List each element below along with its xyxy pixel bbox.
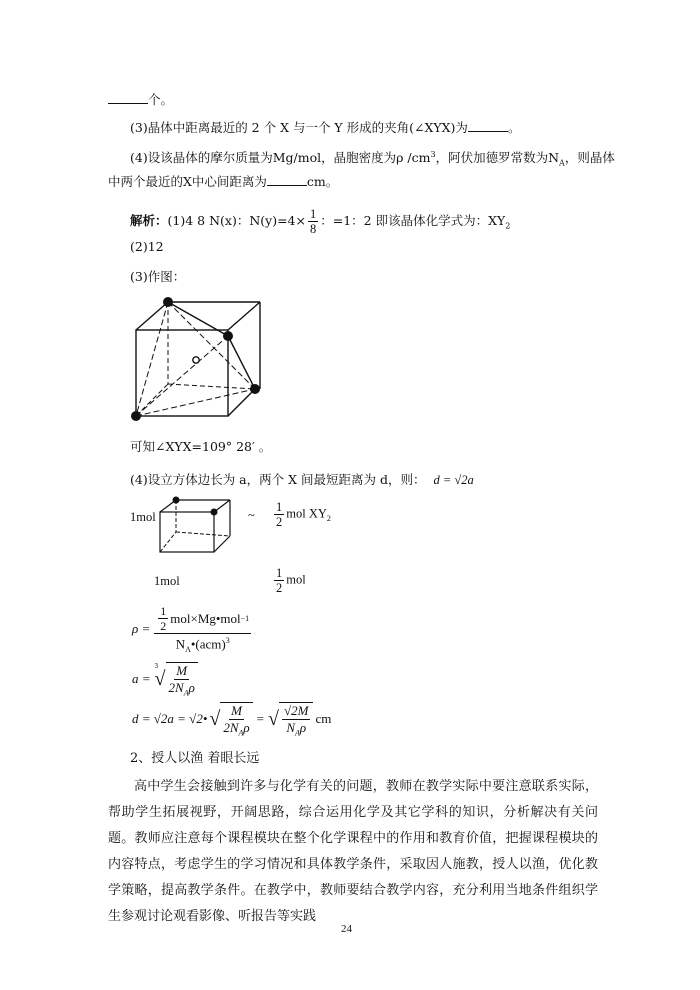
- answer-line-tail: 个。: [108, 90, 173, 109]
- answer-blank: [108, 90, 148, 104]
- section-heading: 2、授人以渔 着眼长远: [130, 751, 260, 766]
- relation-right-2: $\frac{1}{2}$ mol: [276, 566, 306, 595]
- question-4-line-1: (4)设该晶体的摩尔质量为Mg/mol，晶胞密度为ρ $/cm^3$，阿伏加德罗常数为$N_A$，则晶体: [130, 150, 615, 168]
- solution-part-1: 解析：(1)4 8 N(x)：N(y)=4× $\frac{1}{8}$ ：=1：2 即该晶体化学式为：$XY_2$: [130, 207, 511, 236]
- answer-blank: [267, 172, 307, 186]
- small-cube-diagram: [158, 494, 238, 554]
- angle-result: 可知∠XYX=109° 28′ 。: [130, 439, 272, 454]
- question-4-line-2: 中两个最近的X中心间距离为 cm。: [108, 174, 339, 189]
- fraction-one-eighth: $\frac{1}{8}$: [309, 207, 317, 236]
- body-paragraph: 高中学生会接触到许多与化学有关的问题，教师在教学实际中要注意联系实际，帮助学生拓展视野，开阔思路，综合运用化学及其它学科的知识，分析解决有关问题。教师应注意每个课程模块在整个化学课程中的作用和教育价值，把握课程模块的内容特点，考虑学生的学习情况和具体教学条件，采取因人施教，授人以渔，优化教学策略，提高教学条件。在教学中，教师要结合教学内容，充分利用当地条件组织学生参观讨论观看影像、听报告等实践: [108, 779, 598, 924]
- edge-length-formula: a = 3 √ M $2N_A\rho$: [132, 660, 198, 698]
- relation-left-1: 1mol: [130, 510, 156, 524]
- cube-tetrahedral-diagram: [130, 296, 270, 426]
- relation-right-1: $\frac{1}{2}$ mol $XY_2$: [276, 500, 331, 529]
- density-formula: ρ = $\frac{1}{2}$ mol×Mg•mol −1 $N_A•(acm)^3$: [132, 604, 250, 654]
- solution-part-2: (2)12: [130, 239, 164, 254]
- solution-part-3: (3)作图：: [130, 269, 186, 284]
- question-3: (3)晶体中距离最近的 2 个 X 与一个 Y 形成的夹角(∠XYX)为 。: [130, 120, 521, 135]
- answer-blank: [468, 118, 508, 132]
- page-number: 24: [341, 923, 352, 935]
- solution-part-4: (4)设立方体边长为 a，两个 X 间最短距离为 d，则： d = √2a: [130, 472, 474, 487]
- distance-formula: d = √2a = √2• √ M $2N_A\rho$ = √ √2M $N_A\rho$ cm: [132, 703, 332, 738]
- relation-left-2: 1mol: [154, 574, 180, 588]
- relation-tilde: ~: [248, 508, 255, 522]
